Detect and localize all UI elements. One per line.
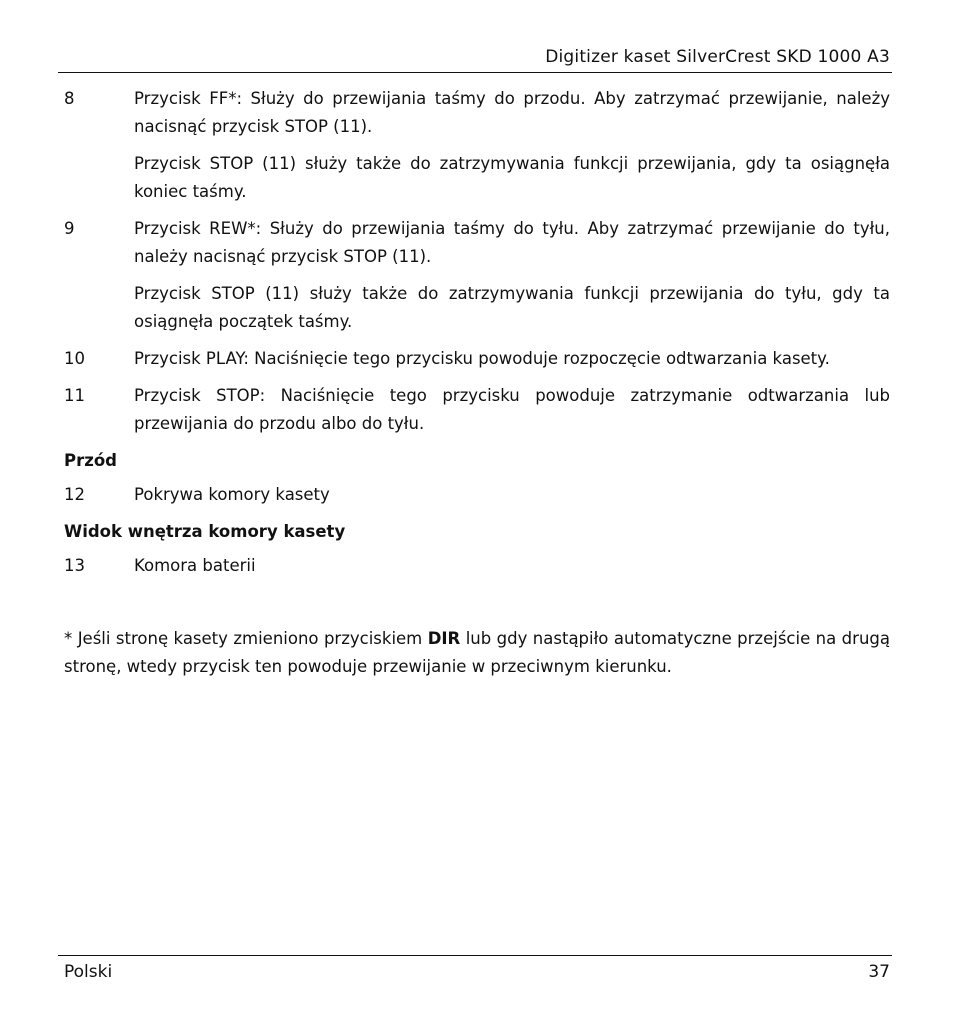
footer-divider bbox=[58, 955, 892, 956]
running-header: Digitizer kaset SilverCrest SKD 1000 A3 bbox=[545, 47, 890, 67]
item-paragraph: Przycisk STOP (11) służy także do zatrzymywania funkcji przewijania do tyłu, gdy ta osiągnęła początek taśmy. bbox=[134, 284, 890, 331]
section-heading-interior: Widok wnętrza komory kasety bbox=[64, 522, 346, 541]
list-item-8 bbox=[64, 85, 890, 206]
list-item-10 bbox=[64, 345, 890, 373]
item-number: 8 bbox=[64, 89, 75, 108]
header-divider bbox=[58, 72, 892, 73]
page-number: 37 bbox=[868, 962, 890, 982]
item-body bbox=[134, 85, 890, 206]
item-body: Komora baterii bbox=[134, 556, 256, 575]
item-paragraph: Przycisk FF*: Służy do przewijania taśmy do przodu. Aby zatrzymać przewijanie, należy nacisnąć przycisk STOP (11). bbox=[134, 89, 890, 136]
item-body bbox=[134, 345, 890, 373]
item-number: 11 bbox=[64, 386, 85, 405]
section-heading-front: Przód bbox=[64, 451, 117, 470]
item-body bbox=[134, 215, 890, 336]
footnote-text-before: * Jeśli stronę kasety zmieniono przyciskiem bbox=[64, 629, 428, 648]
footer-language: Polski bbox=[64, 962, 113, 982]
list-item-13 bbox=[64, 552, 890, 580]
footnote bbox=[64, 625, 890, 681]
item-number: 12 bbox=[64, 485, 85, 504]
item-number: 10 bbox=[64, 349, 85, 368]
page-content bbox=[64, 85, 890, 681]
item-paragraph: Przycisk STOP (11) służy także do zatrzymywania funkcji przewijania, gdy ta osiągnęła koniec taśmy. bbox=[134, 154, 890, 201]
list-item-9 bbox=[64, 215, 890, 336]
list-item-11 bbox=[64, 382, 890, 438]
item-body: Pokrywa komory kasety bbox=[134, 485, 330, 504]
item-paragraph: Przycisk STOP: Naciśnięcie tego przycisku powoduje zatrzymanie odtwarzania lub przewijania do przodu albo do tyłu. bbox=[134, 386, 890, 433]
item-paragraph: Przycisk REW*: Służy do przewijania taśmy do tyłu. Aby zatrzymać przewijanie do tyłu, należy nacisnąć przycisk STOP (11). bbox=[134, 219, 890, 266]
list-item-12 bbox=[64, 481, 890, 509]
item-body bbox=[134, 382, 890, 438]
footnote-dir-label: DIR bbox=[427, 629, 461, 648]
item-number: 9 bbox=[64, 219, 75, 238]
item-paragraph: Przycisk PLAY: Naciśnięcie tego przycisku powoduje rozpoczęcie odtwarzania kasety. bbox=[134, 349, 830, 368]
item-number: 13 bbox=[64, 556, 85, 575]
footnote-text-after: lub gdy nastąpiło automatyczne przejście na drugą stronę, wtedy przycisk ten powoduje przewijanie w przeciwnym kierunku. bbox=[64, 629, 890, 676]
